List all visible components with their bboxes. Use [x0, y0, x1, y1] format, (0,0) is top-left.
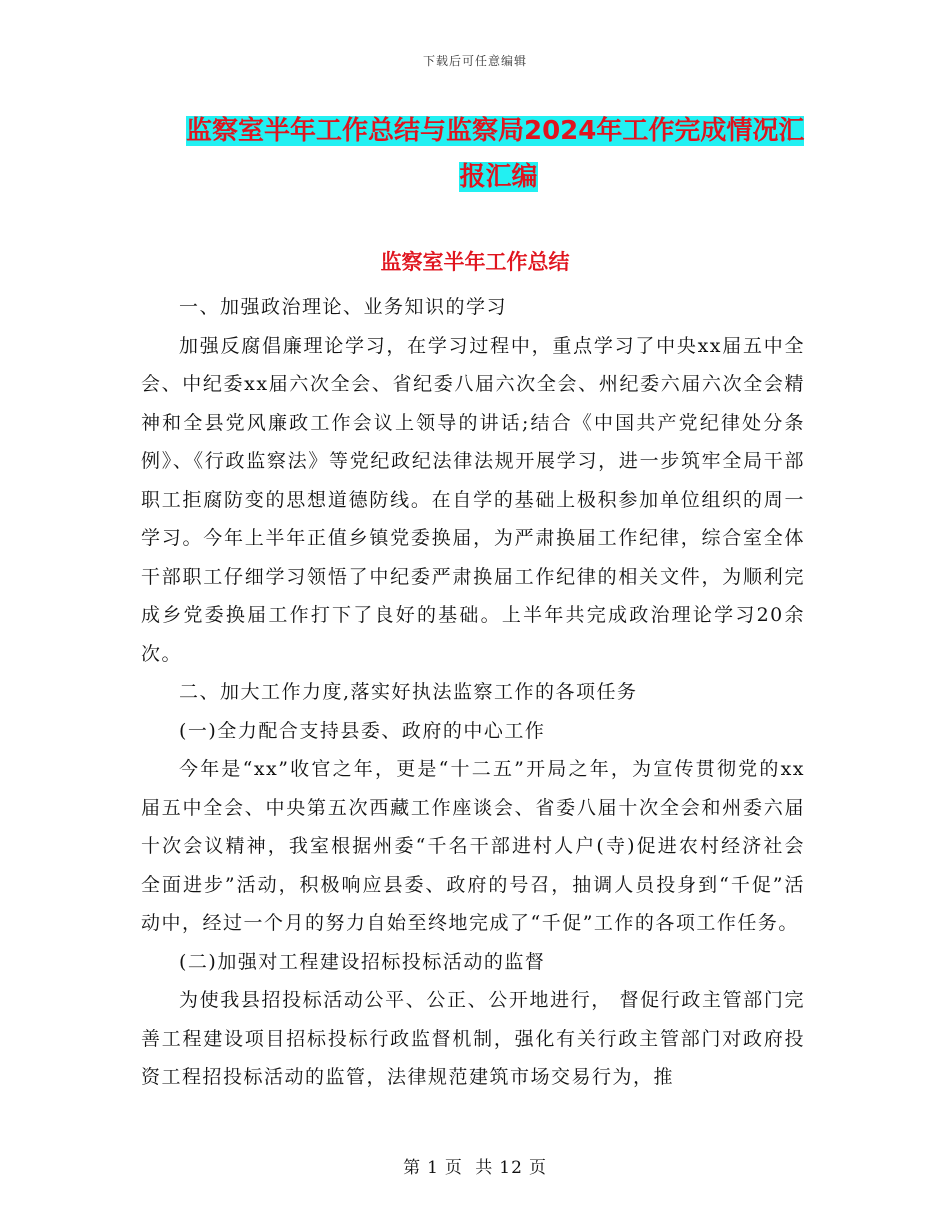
header-note: 下载后可任意编辑	[422, 54, 527, 68]
page-label-mid: 页 共	[444, 1158, 494, 1178]
page-footer	[0, 1153, 950, 1178]
paragraph-1: 加强反腐倡廉理论学习，在学习过程中，重点学习了中央xx届五中全会、中纪委xx届六次全会、省纪委八届六次全会、州纪委六届六次全会精神和全县党风廉政工作会议上领导的讲话;结合《中国共产党纪律处分条例》、《行政监察法》等党纪政纪法律法规开展学习，进一步筑牢全局干部职工拒腐防变的思想道德防线。在自学的基础上极积参加单位组织的周一学习。今年上半年正值乡镇党委换届，为严肃换届工作纪律，综合室全体干部职工仔细学习领悟了中纪委严肃换届工作纪律的相关文件，为顺利完成乡党委换届工作打下了良好的基础。上半年共完成政治理论学习20余次。	[141, 334, 805, 665]
subheading-1: (一)全力配合支持县委、政府的中心工作	[179, 719, 546, 742]
document-title-line-1: 监察室半年工作总结与监察局2024年工作完成情况汇	[186, 116, 805, 146]
page-number: 1	[427, 1158, 439, 1178]
document-title	[186, 108, 811, 200]
heading-2: 二、加大工作力度,落实好执法监察工作的各项任务	[179, 681, 638, 703]
document-body	[141, 288, 805, 1097]
heading-1: 一、加强政治理论、业务知识的学习	[179, 296, 508, 318]
total-pages: 12	[499, 1158, 523, 1178]
page-label-suffix: 页	[528, 1158, 547, 1178]
paragraph-3: 为使我县招投标活动公平、公正、公开地进行， 督促行政主管部门完善工程建设项目招标投标行政监督机制，强化有关行政主管部门对政府投资工程招投标活动的监管，法律规范建筑市场交易行为，推	[141, 989, 805, 1088]
section-title: 监察室半年工作总结	[380, 250, 570, 274]
paragraph-2: 今年是“xx”收官之年，更是“十二五”开局之年，为宣传贯彻党的xx届五中全会、中央第五次西藏工作座谈会、省委八届十次全会和州委六届十次会议精神，我室根据州委“千名干部进村人户(寺)促进农村经济社会全面进步”活动，积极响应县委、政府的号召，抽调人员投身到“千促”活动中，经过一个月的努力自始至终地完成了“千促”工作的各项工作任务。	[141, 758, 805, 934]
document-title-line-2: 报汇编	[459, 162, 538, 192]
page-label-prefix: 第	[403, 1158, 422, 1178]
subheading-2: (二)加强对工程建设招标投标活动的监督	[179, 950, 546, 973]
